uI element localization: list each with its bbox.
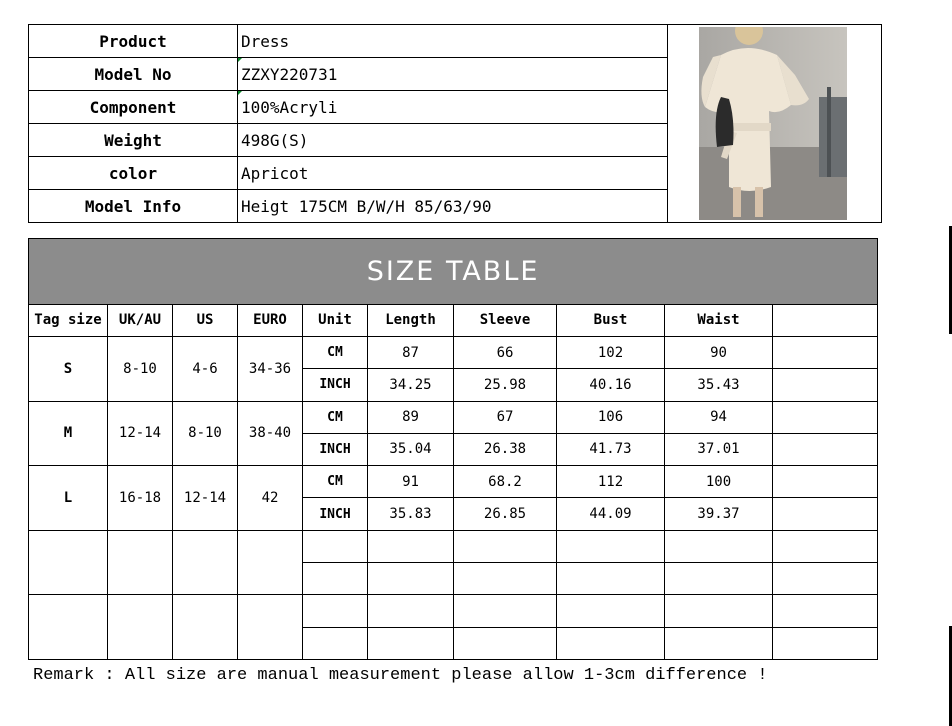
size-us: 12-14 [173,466,238,531]
table-row [29,466,878,498]
cell-bust: 106 [557,401,665,433]
size-euro: 34-36 [238,336,303,401]
cell-empty [773,498,878,530]
info-label-weight: Weight [29,124,238,157]
cell-waist: 100 [665,466,773,498]
cell-length: 87 [368,336,454,368]
unit-cm: CM [303,466,368,498]
info-value-color: Apricot [238,157,668,190]
cell-bust: 102 [557,336,665,368]
photo-cell [668,25,882,223]
size-table-title: SIZE TABLE [29,239,878,305]
cell-length: 91 [368,466,454,498]
cell-empty [773,401,878,433]
cell-empty [773,466,878,498]
cell-sleeve: 66 [454,336,557,368]
size-us: 4-6 [173,336,238,401]
header-bust: Bust [557,304,665,336]
size-uk: 8-10 [108,336,173,401]
size-euro: 42 [238,466,303,531]
header-blank [773,304,878,336]
info-label-component: Component [29,91,238,124]
header-uk-au: UK/AU [108,304,173,336]
cell-bust: 44.09 [557,498,665,530]
info-label-model-no: Model No [29,58,238,91]
size-tag: M [29,401,108,466]
cell-waist: 90 [665,336,773,368]
table-row [29,401,878,433]
unit-cm: CM [303,401,368,433]
table-row-empty [29,595,878,627]
cell-empty [773,369,878,401]
size-euro: 38-40 [238,401,303,466]
component-text: 100%Acryli [241,97,338,117]
model-photo-image [699,27,847,220]
cell-bust: 41.73 [557,433,665,465]
cell-empty [773,336,878,368]
info-value-model-info: Heigt 175CM B/W/H 85/63/90 [238,190,668,223]
cell-bust: 112 [557,466,665,498]
product-info-table [28,24,882,223]
cell-bust: 40.16 [557,369,665,401]
header-tag-size: Tag size [29,304,108,336]
model-no-text: ZZXY220731 [241,64,338,84]
cell-empty [773,433,878,465]
info-label-model-info: Model Info [29,190,238,223]
header-unit: Unit [303,304,368,336]
header-length: Length [368,304,454,336]
cell-sleeve: 26.85 [454,498,557,530]
unit-inch: INCH [303,433,368,465]
size-tag: S [29,336,108,401]
cell-length: 89 [368,401,454,433]
info-value-product: Dress [238,25,668,58]
size-uk: 12-14 [108,401,173,466]
cell-length: 35.04 [368,433,454,465]
header-us: US [173,304,238,336]
cell-waist: 37.01 [665,433,773,465]
size-table [28,238,878,660]
cell-sleeve: 26.38 [454,433,557,465]
size-us: 8-10 [173,401,238,466]
cell-waist: 35.43 [665,369,773,401]
unit-inch: INCH [303,369,368,401]
model-photo [699,27,847,220]
info-value-weight: 498G(S) [238,124,668,157]
unit-inch: INCH [303,498,368,530]
header-euro: EURO [238,304,303,336]
table-row [29,336,878,368]
remark-text: Remark : All size are manual measurement please allow 1-3cm difference ! [33,666,768,685]
info-label-product: Product [29,25,238,58]
cell-length: 35.83 [368,498,454,530]
info-value-component [238,91,668,124]
size-tag: L [29,466,108,531]
cell-sleeve: 67 [454,401,557,433]
header-sleeve: Sleeve [454,304,557,336]
size-uk: 16-18 [108,466,173,531]
cell-sleeve: 25.98 [454,369,557,401]
cell-waist: 39.37 [665,498,773,530]
info-label-color: color [29,157,238,190]
cell-length: 34.25 [368,369,454,401]
cell-waist: 94 [665,401,773,433]
table-row-empty [29,530,878,562]
info-value-model-no [238,58,668,91]
cell-sleeve: 68.2 [454,466,557,498]
header-waist: Waist [665,304,773,336]
unit-cm: CM [303,336,368,368]
